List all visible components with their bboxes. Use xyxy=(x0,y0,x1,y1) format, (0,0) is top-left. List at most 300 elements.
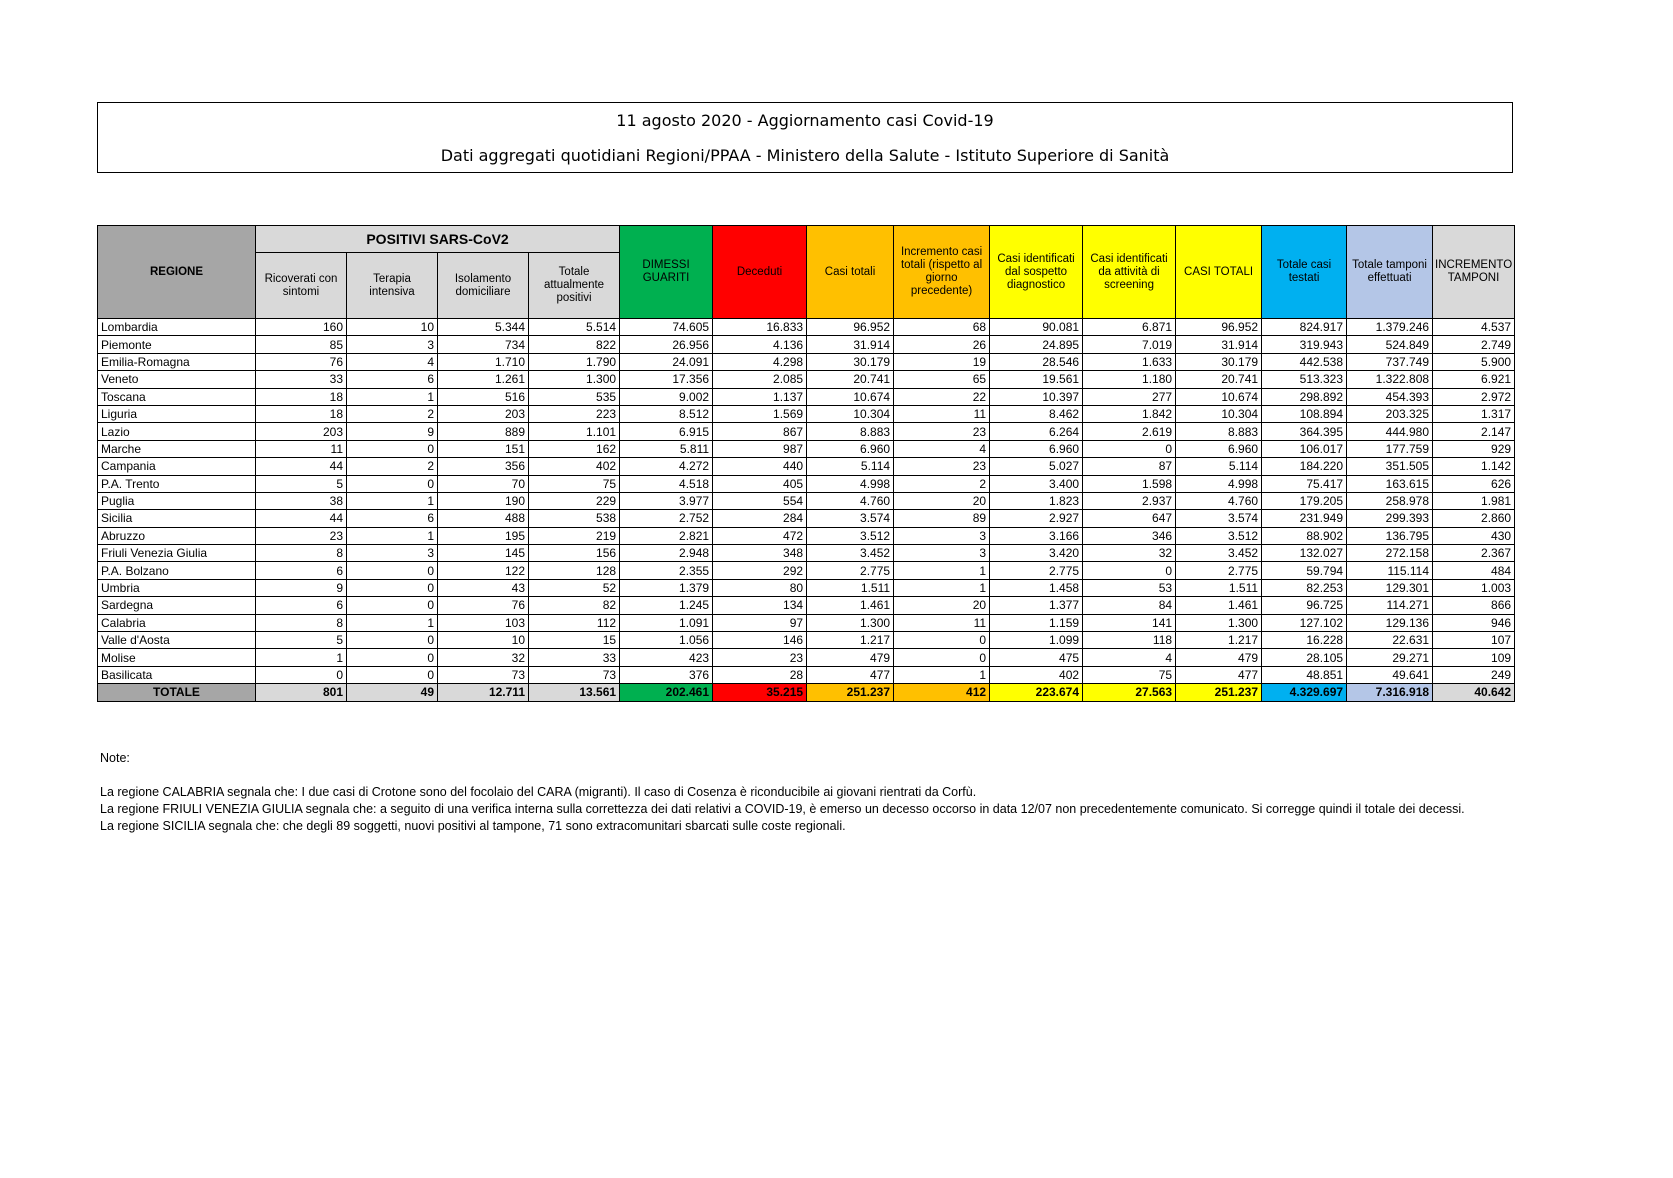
value-cell: 298.892 xyxy=(1262,388,1347,405)
value-cell: 3.574 xyxy=(1176,510,1262,527)
value-cell: 535 xyxy=(529,388,620,405)
value-cell: 24.895 xyxy=(990,336,1083,353)
value-cell: 23 xyxy=(713,649,807,666)
total-value-cell: 35.215 xyxy=(713,684,807,701)
value-cell: 1.217 xyxy=(1176,632,1262,649)
value-cell: 2.937 xyxy=(1083,492,1176,509)
value-cell: 10 xyxy=(347,319,438,336)
value-cell: 3.452 xyxy=(1176,545,1262,562)
region-name-cell: P.A. Bolzano xyxy=(98,562,256,579)
value-cell: 203 xyxy=(256,423,347,440)
value-cell: 23 xyxy=(894,423,990,440)
table-row xyxy=(98,388,1515,405)
value-cell: 1 xyxy=(256,649,347,666)
value-cell: 4 xyxy=(347,353,438,370)
value-cell: 348 xyxy=(713,545,807,562)
value-cell: 76 xyxy=(438,597,529,614)
total-value-cell: 251.237 xyxy=(807,684,894,701)
value-cell: 1.710 xyxy=(438,353,529,370)
value-cell: 734 xyxy=(438,336,529,353)
value-cell: 43 xyxy=(438,579,529,596)
table-row xyxy=(98,440,1515,457)
value-cell: 477 xyxy=(807,666,894,683)
value-cell: 1.461 xyxy=(807,597,894,614)
value-cell: 824.917 xyxy=(1262,319,1347,336)
value-cell: 277 xyxy=(1083,388,1176,405)
value-cell: 44 xyxy=(256,458,347,475)
value-cell: 10.674 xyxy=(1176,388,1262,405)
value-cell: 822 xyxy=(529,336,620,353)
value-cell: 0 xyxy=(347,597,438,614)
value-cell: 16.833 xyxy=(713,319,807,336)
value-cell: 16.228 xyxy=(1262,632,1347,649)
value-cell: 1.511 xyxy=(807,579,894,596)
value-cell: 479 xyxy=(807,649,894,666)
header-regione: REGIONE xyxy=(98,226,256,319)
value-cell: 122 xyxy=(438,562,529,579)
value-cell: 2.355 xyxy=(620,562,713,579)
value-cell: 6 xyxy=(347,371,438,388)
region-name-cell: Toscana xyxy=(98,388,256,405)
value-cell: 3 xyxy=(347,336,438,353)
value-cell: 18 xyxy=(256,388,347,405)
value-cell: 96.952 xyxy=(807,319,894,336)
value-cell: 20.741 xyxy=(807,371,894,388)
value-cell: 4.272 xyxy=(620,458,713,475)
value-cell: 2.972 xyxy=(1433,388,1515,405)
value-cell: 76 xyxy=(256,353,347,370)
value-cell: 20 xyxy=(894,492,990,509)
value-cell: 26.956 xyxy=(620,336,713,353)
value-cell: 88.902 xyxy=(1262,527,1347,544)
value-cell: 8.462 xyxy=(990,405,1083,422)
value-cell: 7.019 xyxy=(1083,336,1176,353)
value-cell: 97 xyxy=(713,614,807,631)
value-cell: 2.775 xyxy=(807,562,894,579)
value-cell: 1.245 xyxy=(620,597,713,614)
value-cell: 2.948 xyxy=(620,545,713,562)
value-cell: 31.914 xyxy=(1176,336,1262,353)
note-sicilia: La regione SICILIA segnala che: che degli 89 soggetti, nuovi positivi al tampone, 71 sono extracomunitari sbarcati sulle coste regionali. xyxy=(100,819,846,833)
header-tamponi: Totale tamponi effettuati xyxy=(1347,226,1433,319)
value-cell: 1.099 xyxy=(990,632,1083,649)
value-cell: 18 xyxy=(256,405,347,422)
report-subtitle: Dati aggregati quotidiani Regioni/PPAA - Ministero della Salute - Istituto Superiore di Sanità xyxy=(440,146,1170,165)
value-cell: 1 xyxy=(894,562,990,579)
value-cell: 82.253 xyxy=(1262,579,1347,596)
value-cell: 203 xyxy=(438,405,529,422)
header-casi-testati: Totale casi testati xyxy=(1262,226,1347,319)
value-cell: 132.027 xyxy=(1262,545,1347,562)
value-cell: 987 xyxy=(713,440,807,457)
region-name-cell: Umbria xyxy=(98,579,256,596)
value-cell: 129.136 xyxy=(1347,614,1433,631)
value-cell: 946 xyxy=(1433,614,1515,631)
value-cell: 103 xyxy=(438,614,529,631)
value-cell: 5.114 xyxy=(1176,458,1262,475)
value-cell: 1.379.246 xyxy=(1347,319,1433,336)
value-cell: 0 xyxy=(347,666,438,683)
value-cell: 231.949 xyxy=(1262,510,1347,527)
note-calabria: La regione CALABRIA segnala che: I due casi di Crotone sono del focolaio del CARA (migranti). Il caso di Cosenza è riconducibile ai giovani rientrati da Corfù. xyxy=(100,785,977,799)
total-value-cell: 251.237 xyxy=(1176,684,1262,701)
value-cell: 513.323 xyxy=(1262,371,1347,388)
value-cell: 29.271 xyxy=(1347,649,1433,666)
value-cell: 292 xyxy=(713,562,807,579)
value-cell: 0 xyxy=(347,649,438,666)
value-cell: 15 xyxy=(529,632,620,649)
header-casi-sospetto: Casi identificati dal sospetto diagnostico xyxy=(990,226,1083,319)
value-cell: 6.960 xyxy=(990,440,1083,457)
total-value-cell: 7.316.918 xyxy=(1347,684,1433,701)
table-row xyxy=(98,649,1515,666)
table-row xyxy=(98,492,1515,509)
value-cell: 9 xyxy=(347,423,438,440)
value-cell: 52 xyxy=(529,579,620,596)
value-cell: 1 xyxy=(347,614,438,631)
value-cell: 229 xyxy=(529,492,620,509)
value-cell: 11 xyxy=(894,614,990,631)
value-cell: 90.081 xyxy=(990,319,1083,336)
total-value-cell: 801 xyxy=(256,684,347,701)
value-cell: 75 xyxy=(1083,666,1176,683)
value-cell: 44 xyxy=(256,510,347,527)
value-cell: 89 xyxy=(894,510,990,527)
value-cell: 9 xyxy=(256,579,347,596)
value-cell: 1.842 xyxy=(1083,405,1176,422)
value-cell: 4.760 xyxy=(1176,492,1262,509)
value-cell: 127.102 xyxy=(1262,614,1347,631)
value-cell: 9.002 xyxy=(620,388,713,405)
value-cell: 477 xyxy=(1176,666,1262,683)
value-cell: 2.619 xyxy=(1083,423,1176,440)
value-cell: 203.325 xyxy=(1347,405,1433,422)
table-row xyxy=(98,371,1515,388)
value-cell: 258.978 xyxy=(1347,492,1433,509)
table-row xyxy=(98,562,1515,579)
region-name-cell: Sardegna xyxy=(98,597,256,614)
value-cell: 2 xyxy=(894,475,990,492)
value-cell: 87 xyxy=(1083,458,1176,475)
value-cell: 106.017 xyxy=(1262,440,1347,457)
value-cell: 6.871 xyxy=(1083,319,1176,336)
report-title-box xyxy=(97,102,1513,173)
value-cell: 0 xyxy=(894,649,990,666)
value-cell: 151 xyxy=(438,440,529,457)
value-cell: 516 xyxy=(438,388,529,405)
value-cell: 8.883 xyxy=(807,423,894,440)
value-cell: 647 xyxy=(1083,510,1176,527)
value-cell: 6 xyxy=(347,510,438,527)
value-cell: 1.137 xyxy=(713,388,807,405)
value-cell: 405 xyxy=(713,475,807,492)
value-cell: 49.641 xyxy=(1347,666,1433,683)
value-cell: 85 xyxy=(256,336,347,353)
value-cell: 1.823 xyxy=(990,492,1083,509)
value-cell: 177.759 xyxy=(1347,440,1433,457)
value-cell: 6.960 xyxy=(807,440,894,457)
value-cell: 10 xyxy=(438,632,529,649)
value-cell: 10.397 xyxy=(990,388,1083,405)
value-cell: 4.998 xyxy=(1176,475,1262,492)
value-cell: 19 xyxy=(894,353,990,370)
value-cell: 3 xyxy=(894,527,990,544)
value-cell: 1.322.808 xyxy=(1347,371,1433,388)
value-cell: 554 xyxy=(713,492,807,509)
value-cell: 75 xyxy=(529,475,620,492)
value-cell: 479 xyxy=(1176,649,1262,666)
value-cell: 2.821 xyxy=(620,527,713,544)
value-cell: 3.452 xyxy=(807,545,894,562)
value-cell: 1.300 xyxy=(1176,614,1262,631)
total-value-cell: 223.674 xyxy=(990,684,1083,701)
header-ricoverati: Ricoverati con sintomi xyxy=(256,253,347,319)
value-cell: 115.114 xyxy=(1347,562,1433,579)
total-value-cell: 12.711 xyxy=(438,684,529,701)
region-name-cell: Emilia-Romagna xyxy=(98,353,256,370)
value-cell: 1.101 xyxy=(529,423,620,440)
value-cell: 538 xyxy=(529,510,620,527)
value-cell: 190 xyxy=(438,492,529,509)
value-cell: 272.158 xyxy=(1347,545,1433,562)
value-cell: 0 xyxy=(1083,440,1176,457)
value-cell: 2.749 xyxy=(1433,336,1515,353)
header-casi-totali: Casi totali xyxy=(807,226,894,319)
value-cell: 8 xyxy=(256,614,347,631)
total-row xyxy=(98,684,1515,701)
value-cell: 128 xyxy=(529,562,620,579)
value-cell: 68 xyxy=(894,319,990,336)
value-cell: 1.569 xyxy=(713,405,807,422)
value-cell: 364.395 xyxy=(1262,423,1347,440)
table-row xyxy=(98,423,1515,440)
table-row xyxy=(98,666,1515,683)
value-cell: 3 xyxy=(347,545,438,562)
value-cell: 179.205 xyxy=(1262,492,1347,509)
value-cell: 3.400 xyxy=(990,475,1083,492)
value-cell: 626 xyxy=(1433,475,1515,492)
value-cell: 28.105 xyxy=(1262,649,1347,666)
value-cell: 4.537 xyxy=(1433,319,1515,336)
value-cell: 2.775 xyxy=(1176,562,1262,579)
value-cell: 114.271 xyxy=(1347,597,1433,614)
value-cell: 356 xyxy=(438,458,529,475)
value-cell: 444.980 xyxy=(1347,423,1433,440)
value-cell: 1.300 xyxy=(529,371,620,388)
value-cell: 10.304 xyxy=(1176,405,1262,422)
value-cell: 73 xyxy=(529,666,620,683)
value-cell: 0 xyxy=(256,666,347,683)
value-cell: 3.512 xyxy=(1176,527,1262,544)
region-name-cell: Valle d'Aosta xyxy=(98,632,256,649)
value-cell: 1.790 xyxy=(529,353,620,370)
value-cell: 134 xyxy=(713,597,807,614)
value-cell: 129.301 xyxy=(1347,579,1433,596)
value-cell: 20.741 xyxy=(1176,371,1262,388)
value-cell: 10.674 xyxy=(807,388,894,405)
value-cell: 284 xyxy=(713,510,807,527)
value-cell: 0 xyxy=(347,579,438,596)
value-cell: 1 xyxy=(347,388,438,405)
value-cell: 145 xyxy=(438,545,529,562)
value-cell: 3.512 xyxy=(807,527,894,544)
value-cell: 10.304 xyxy=(807,405,894,422)
value-cell: 6.960 xyxy=(1176,440,1262,457)
header-isolamento: Isolamento domiciliare xyxy=(438,253,529,319)
value-cell: 38 xyxy=(256,492,347,509)
value-cell: 737.749 xyxy=(1347,353,1433,370)
value-cell: 889 xyxy=(438,423,529,440)
value-cell: 1.091 xyxy=(620,614,713,631)
value-cell: 4 xyxy=(894,440,990,457)
value-cell: 3 xyxy=(894,545,990,562)
value-cell: 6.264 xyxy=(990,423,1083,440)
value-cell: 8 xyxy=(256,545,347,562)
value-cell: 84 xyxy=(1083,597,1176,614)
value-cell: 30.179 xyxy=(807,353,894,370)
value-cell: 1.377 xyxy=(990,597,1083,614)
table-row xyxy=(98,579,1515,596)
value-cell: 346 xyxy=(1083,527,1176,544)
value-cell: 423 xyxy=(620,649,713,666)
value-cell: 96.952 xyxy=(1176,319,1262,336)
region-name-cell: Piemonte xyxy=(98,336,256,353)
value-cell: 3.574 xyxy=(807,510,894,527)
value-cell: 75.417 xyxy=(1262,475,1347,492)
region-name-cell: Calabria xyxy=(98,614,256,631)
value-cell: 376 xyxy=(620,666,713,683)
value-cell: 2 xyxy=(347,405,438,422)
table-row xyxy=(98,405,1515,422)
value-cell: 402 xyxy=(529,458,620,475)
value-cell: 1.261 xyxy=(438,371,529,388)
region-name-cell: Campania xyxy=(98,458,256,475)
total-label-cell: TOTALE xyxy=(98,684,256,701)
value-cell: 223 xyxy=(529,405,620,422)
value-cell: 4 xyxy=(1083,649,1176,666)
value-cell: 0 xyxy=(894,632,990,649)
total-value-cell: 4.329.697 xyxy=(1262,684,1347,701)
value-cell: 5.344 xyxy=(438,319,529,336)
value-cell: 5.027 xyxy=(990,458,1083,475)
value-cell: 1.633 xyxy=(1083,353,1176,370)
region-name-cell: Sicilia xyxy=(98,510,256,527)
value-cell: 1.142 xyxy=(1433,458,1515,475)
value-cell: 8.883 xyxy=(1176,423,1262,440)
header-totale-positivi: Totale attualmente positivi xyxy=(529,253,620,319)
value-cell: 31.914 xyxy=(807,336,894,353)
region-name-cell: Liguria xyxy=(98,405,256,422)
value-cell: 33 xyxy=(256,371,347,388)
header-positivi-group: POSITIVI SARS-CoV2 xyxy=(256,226,620,253)
value-cell: 0 xyxy=(347,562,438,579)
value-cell: 6.921 xyxy=(1433,371,1515,388)
value-cell: 5 xyxy=(256,475,347,492)
notes-section xyxy=(100,750,1520,835)
value-cell: 1.511 xyxy=(1176,579,1262,596)
value-cell: 454.393 xyxy=(1347,388,1433,405)
value-cell: 109 xyxy=(1433,649,1515,666)
value-cell: 0 xyxy=(347,632,438,649)
value-cell: 32 xyxy=(438,649,529,666)
total-value-cell: 13.561 xyxy=(529,684,620,701)
value-cell: 17.356 xyxy=(620,371,713,388)
value-cell: 163.615 xyxy=(1347,475,1433,492)
header-incremento-casi: Incremento casi totali (rispetto al giorno precedente) xyxy=(894,226,990,319)
value-cell: 11 xyxy=(894,405,990,422)
value-cell: 112 xyxy=(529,614,620,631)
value-cell: 5.514 xyxy=(529,319,620,336)
value-cell: 484 xyxy=(1433,562,1515,579)
value-cell: 5.900 xyxy=(1433,353,1515,370)
value-cell: 53 xyxy=(1083,579,1176,596)
value-cell: 4.136 xyxy=(713,336,807,353)
value-cell: 26 xyxy=(894,336,990,353)
region-name-cell: Marche xyxy=(98,440,256,457)
notes-title: Note: xyxy=(100,751,130,765)
value-cell: 0 xyxy=(347,475,438,492)
value-cell: 6 xyxy=(256,597,347,614)
value-cell: 1.180 xyxy=(1083,371,1176,388)
value-cell: 20 xyxy=(894,597,990,614)
value-cell: 1.598 xyxy=(1083,475,1176,492)
value-cell: 1 xyxy=(347,527,438,544)
table-row xyxy=(98,319,1515,336)
value-cell: 107 xyxy=(1433,632,1515,649)
value-cell: 1.056 xyxy=(620,632,713,649)
table-row xyxy=(98,475,1515,492)
total-value-cell: 49 xyxy=(347,684,438,701)
value-cell: 1 xyxy=(894,666,990,683)
value-cell: 30.179 xyxy=(1176,353,1262,370)
value-cell: 8.512 xyxy=(620,405,713,422)
value-cell: 2.367 xyxy=(1433,545,1515,562)
total-value-cell: 202.461 xyxy=(620,684,713,701)
value-cell: 319.943 xyxy=(1262,336,1347,353)
value-cell: 475 xyxy=(990,649,1083,666)
report-title: 11 agosto 2020 - Aggiornamento casi Covid-19 xyxy=(616,111,994,130)
value-cell: 4.760 xyxy=(807,492,894,509)
value-cell: 33 xyxy=(529,649,620,666)
value-cell: 11 xyxy=(256,440,347,457)
region-name-cell: Molise xyxy=(98,649,256,666)
value-cell: 3.166 xyxy=(990,527,1083,544)
table-row xyxy=(98,458,1515,475)
value-cell: 32 xyxy=(1083,545,1176,562)
value-cell: 1.458 xyxy=(990,579,1083,596)
value-cell: 2.775 xyxy=(990,562,1083,579)
value-cell: 1.981 xyxy=(1433,492,1515,509)
table-row xyxy=(98,545,1515,562)
value-cell: 3.420 xyxy=(990,545,1083,562)
table-row xyxy=(98,632,1515,649)
value-cell: 488 xyxy=(438,510,529,527)
value-cell: 5.114 xyxy=(807,458,894,475)
value-cell: 6 xyxy=(256,562,347,579)
table-row xyxy=(98,614,1515,631)
region-name-cell: Abruzzo xyxy=(98,527,256,544)
value-cell: 4.298 xyxy=(713,353,807,370)
value-cell: 1.159 xyxy=(990,614,1083,631)
region-name-cell: Basilicata xyxy=(98,666,256,683)
value-cell: 1.317 xyxy=(1433,405,1515,422)
value-cell: 4.518 xyxy=(620,475,713,492)
value-cell: 19.561 xyxy=(990,371,1083,388)
value-cell: 108.894 xyxy=(1262,405,1347,422)
value-cell: 96.725 xyxy=(1262,597,1347,614)
value-cell: 136.795 xyxy=(1347,527,1433,544)
value-cell: 2.927 xyxy=(990,510,1083,527)
